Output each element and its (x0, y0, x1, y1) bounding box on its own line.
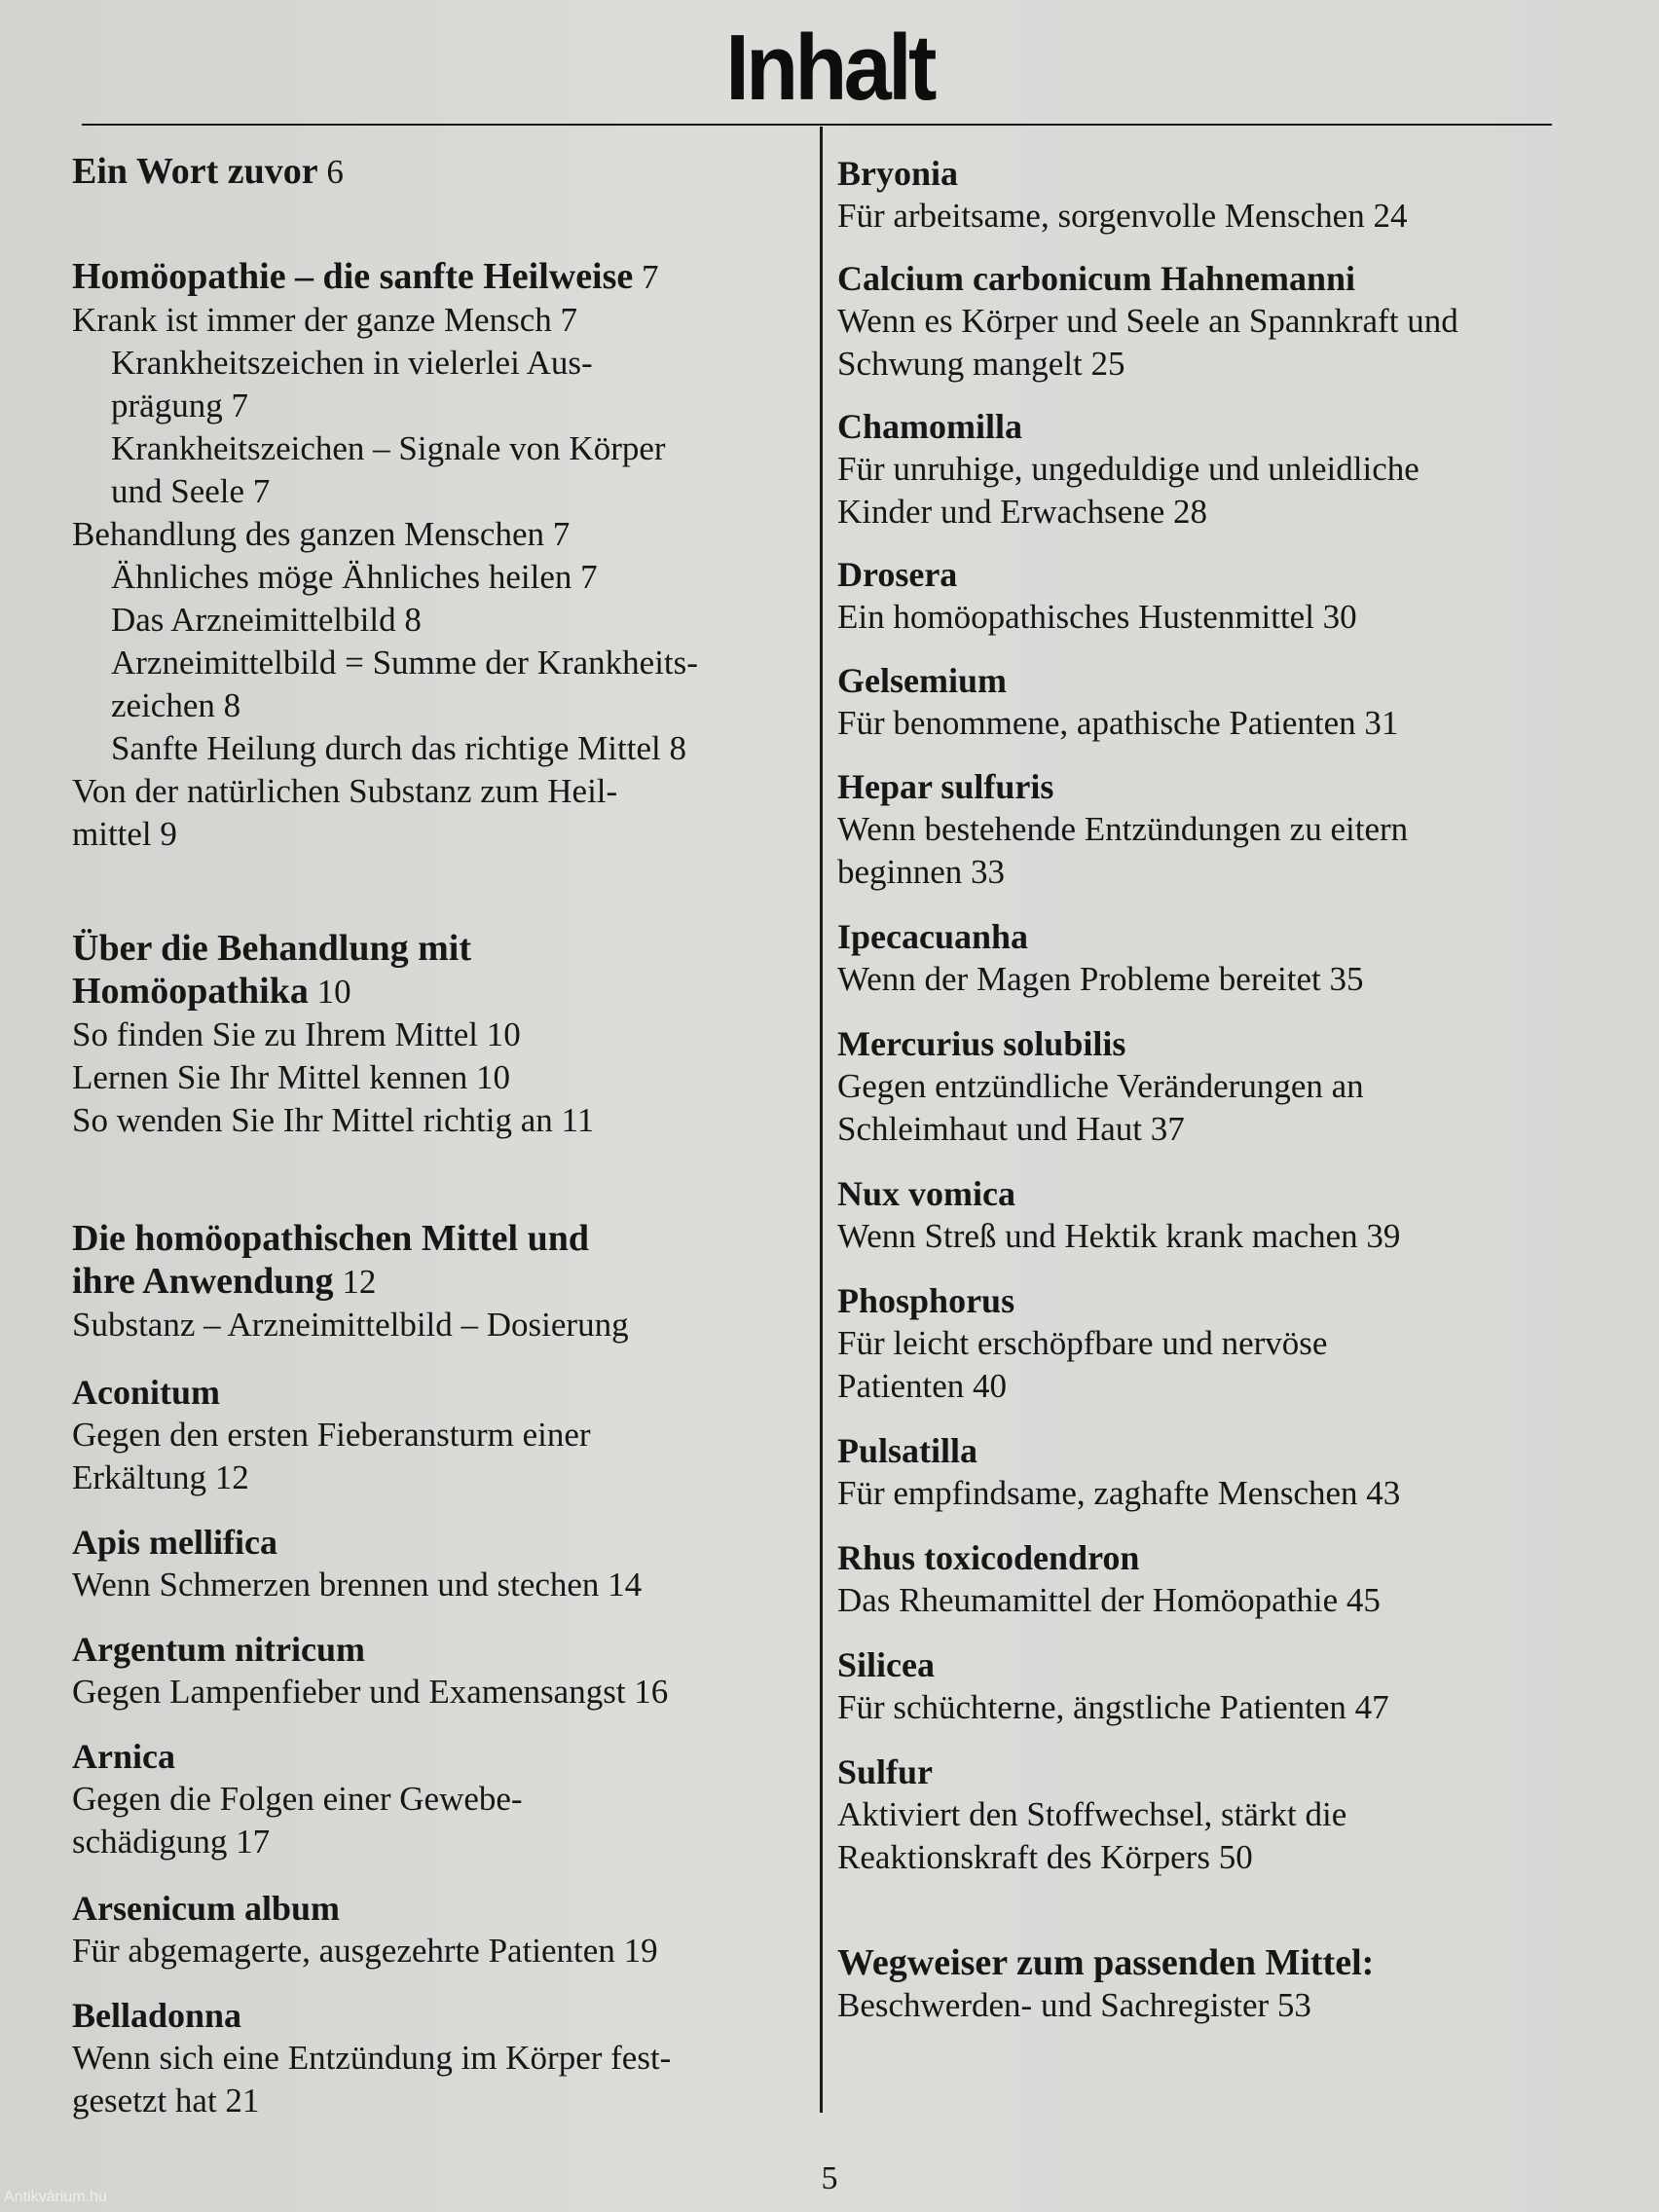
remedy-line: Wenn Streß und Hektik krank machen 39 (837, 1217, 1401, 1255)
toc-line: Das Arzneimittelbild 8 (111, 601, 422, 639)
remedy-name: Hepar sulfuris (837, 767, 1054, 806)
toc-line: zeichen 8 (111, 686, 241, 724)
toc-line: Krankheitszeichen – Signale von Körper (111, 429, 666, 467)
remedy-name: Belladonna (72, 1996, 242, 2035)
remedy-line: Wenn es Körper und Seele an Spannkraft und (837, 302, 1458, 340)
remedy-line: Für unruhige, ungeduldige und unleidliche (837, 450, 1419, 488)
remedy-entry (837, 1643, 1577, 1729)
remedy-line: Wenn der Magen Probleme bereitet 35 (837, 960, 1364, 998)
remedy-line: Für leicht erschöpfbare und nervöse (837, 1324, 1328, 1362)
toc-line: So finden Sie zu Ihrem Mittel 10 (72, 1015, 521, 1053)
column-divider (820, 127, 823, 2113)
remedy-line: Gegen entzündliche Veränderungen an (837, 1067, 1364, 1105)
remedy-name: Phosphorus (837, 1281, 1015, 1320)
remedy-line: Für arbeitsame, sorgenvolle Menschen 24 (837, 197, 1408, 235)
remedy-name: Nux vomica (837, 1174, 1015, 1213)
watermark: Antikvárium.hu (4, 2189, 107, 2205)
toc-section-mittel (72, 1217, 793, 1346)
remedy-line: Patienten 40 (837, 1367, 1007, 1405)
remedy-line: Gegen die Folgen einer Gewebe- (72, 1780, 523, 1818)
remedy-line: Schwung mangelt 25 (837, 345, 1125, 383)
remedy-name: Gelsemium (837, 661, 1007, 700)
remedy-entry (72, 1735, 793, 1863)
remedy-entry (72, 1628, 793, 1714)
remedy-line: Schleimhaut und Haut 37 (837, 1110, 1185, 1148)
toc-line: prägung 7 (111, 387, 248, 424)
remedy-line: Wenn Schmerzen brennen und stechen 14 (72, 1566, 643, 1604)
remedy-entry (72, 1521, 793, 1606)
remedy-name: Aconitum (72, 1373, 220, 1412)
toc-section-wegweiser (837, 1941, 1577, 2027)
remedy-name: Pulsatilla (837, 1431, 978, 1470)
section-page: 10 (316, 973, 351, 1011)
remedy-entry (837, 1536, 1577, 1622)
section-page: 12 (342, 1263, 377, 1301)
remedy-entry (837, 405, 1577, 534)
remedy-name: Arnica (72, 1737, 175, 1776)
toc-line: Arzneimittelbild = Summe der Krankheits- (111, 644, 698, 682)
remedy-entry (837, 1429, 1577, 1515)
page-title: Inhalt (725, 16, 934, 120)
remedy-line: Reaktionskraft des Körpers 50 (837, 1838, 1253, 1876)
section-title: Homöopathika (72, 971, 309, 1012)
remedy-name: Chamomilla (837, 407, 1023, 446)
remedy-entry (837, 1279, 1577, 1408)
remedy-name: Drosera (837, 555, 958, 594)
section-title: Über die Behandlung mit (72, 928, 471, 969)
remedy-entry (837, 659, 1577, 745)
remedy-name: Silicea (837, 1645, 935, 1684)
remedy-entry (837, 1172, 1577, 1258)
remedy-entry (837, 1022, 1577, 1151)
remedy-entry (837, 257, 1577, 386)
toc-line: und Seele 7 (111, 472, 271, 510)
remedy-entry (837, 152, 1577, 238)
remedy-line: Gegen Lampenfieber und Examensangst 16 (72, 1673, 669, 1711)
toc-line: Ähnliches möge Ähnliches heilen 7 (111, 558, 598, 596)
remedy-name: Mercurius solubilis (837, 1024, 1126, 1063)
remedy-line: Kinder und Erwachsene 28 (837, 493, 1208, 531)
remedy-line: schädigung 17 (72, 1823, 271, 1861)
section-title: Homöopathie – die sanfte Heilweise (72, 256, 634, 297)
remedy-line: beginnen 33 (837, 853, 1006, 891)
toc-line: Beschwerden- und Sachregister 53 (837, 1986, 1311, 2024)
toc-line: So wenden Sie Ihr Mittel richtig an 11 (72, 1101, 595, 1139)
remedy-line: Erkältung 12 (72, 1458, 249, 1496)
toc-line: Krankheitszeichen in vielerlei Aus- (111, 344, 593, 382)
remedy-line: Für abgemagerte, ausgezehrte Patienten 19 (72, 1932, 658, 1970)
page-number: 5 (821, 2160, 838, 2196)
toc-line: Sanfte Heilung durch das richtige Mittel 8 (111, 729, 686, 767)
remedy-entry (837, 915, 1577, 1001)
section-title: ihre Anwendung (72, 1261, 334, 1302)
remedy-entry (837, 765, 1577, 894)
remedy-entry (72, 1887, 793, 1972)
section-title: Wegweiser zum passenden Mittel: (837, 1942, 1375, 1983)
remedy-name: Calcium carbonicum Hahnemanni (837, 259, 1356, 298)
toc-line: mittel 9 (72, 815, 177, 853)
remedy-entry (837, 1751, 1577, 1879)
remedy-name: Argentum nitricum (72, 1630, 365, 1669)
section-page: 7 (642, 258, 659, 296)
entry-title: Ein Wort zuvor (72, 151, 318, 192)
entry-page: 6 (326, 153, 344, 191)
remedy-name: Ipecacuanha (837, 917, 1029, 956)
remedy-line: Wenn sich eine Entzündung im Körper fest- (72, 2039, 672, 2077)
remedy-name: Bryonia (837, 154, 959, 193)
toc-section-homoeopathie (72, 255, 793, 856)
remedy-name: Apis mellifica (72, 1523, 277, 1562)
remedy-entry (837, 553, 1577, 639)
title-rule (82, 124, 1552, 126)
remedy-line: Ein homöopathisches Hustenmittel 30 (837, 598, 1357, 636)
remedy-entry (72, 1371, 793, 1499)
remedy-name: Rhus toxicodendron (837, 1538, 1140, 1577)
remedy-line: Gegen den ersten Fieberansturm einer (72, 1416, 591, 1454)
toc-entry-wort (72, 150, 793, 194)
remedy-line: Das Rheumamittel der Homöopathie 45 (837, 1581, 1381, 1619)
section-subtitle: Substanz – Arzneimittelbild – Dosierung (72, 1306, 629, 1344)
remedy-name: Arsenicum album (72, 1889, 341, 1928)
toc-section-behandlung (72, 927, 793, 1142)
remedy-line: Für benommene, apathische Patienten 31 (837, 704, 1399, 742)
toc-line: Von der natürlichen Substanz zum Heil- (72, 772, 618, 810)
toc-line: Krank ist immer der ganze Mensch 7 (72, 301, 578, 339)
toc-line: Behandlung des ganzen Menschen 7 (72, 515, 571, 553)
toc-line: Lernen Sie Ihr Mittel kennen 10 (72, 1058, 511, 1096)
remedy-line: Für schüchterne, ängstliche Patienten 47 (837, 1688, 1389, 1726)
remedy-line: Wenn bestehende Entzündungen zu eitern (837, 810, 1409, 848)
section-title: Die homöopathischen Mittel und (72, 1218, 589, 1259)
remedy-line: Für empfindsame, zaghafte Menschen 43 (837, 1474, 1401, 1512)
remedy-entry (72, 1994, 793, 2122)
remedy-line: Aktiviert den Stoffwechsel, stärkt die (837, 1795, 1347, 1833)
remedy-line: gesetzt hat 21 (72, 2082, 260, 2120)
remedy-name: Sulfur (837, 1752, 934, 1791)
